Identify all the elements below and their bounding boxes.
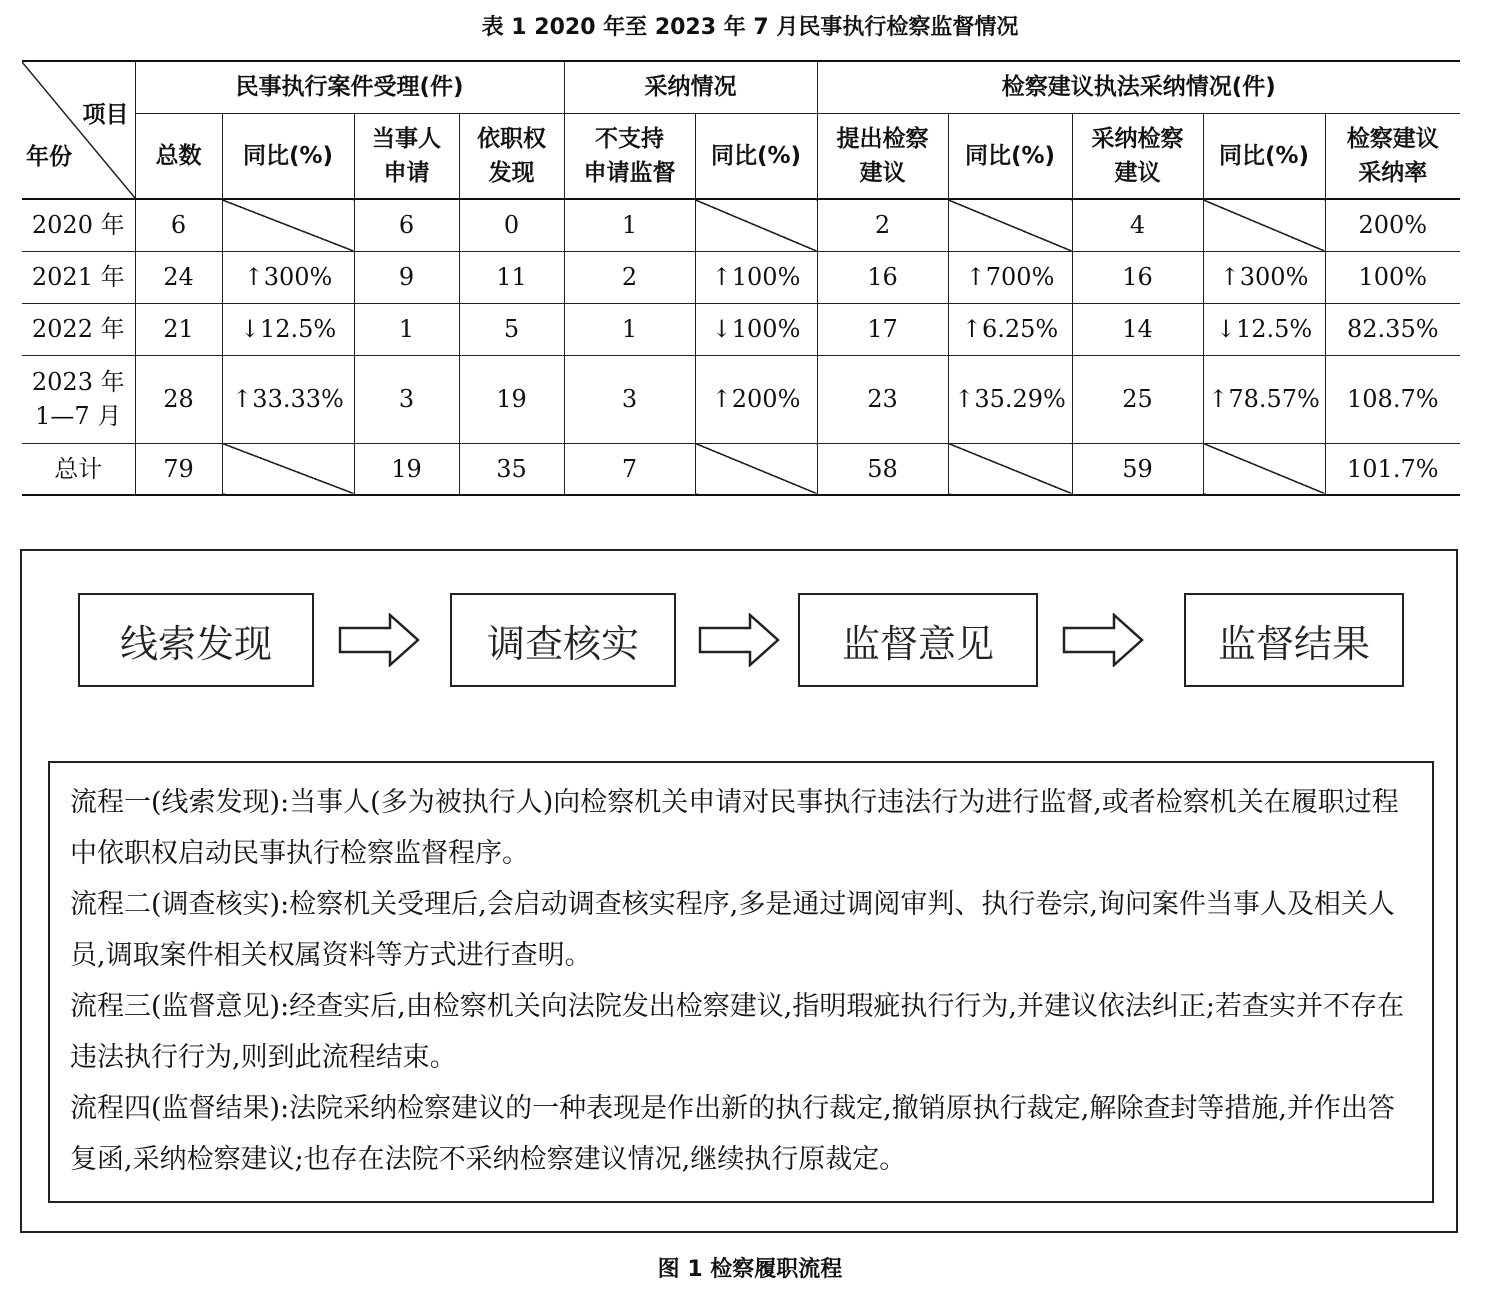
column-header <box>817 113 948 199</box>
table-cell: ↑100% <box>695 251 817 303</box>
column-header <box>1325 113 1460 199</box>
row-year-line: 2021 年 <box>31 263 125 291</box>
column-header <box>1072 113 1203 199</box>
column-header-line: 提出检察 <box>836 125 929 152</box>
column-header-line: 采纳率 <box>1358 159 1428 186</box>
row-year-line: 总计 <box>54 454 103 483</box>
column-header <box>135 113 222 199</box>
table-row <box>22 355 1460 443</box>
flow-arrow-icon <box>338 613 420 667</box>
corner-year-label: 年份 <box>26 144 72 170</box>
table-cell: 35 <box>459 443 564 495</box>
table-cell: 16 <box>1072 251 1203 303</box>
table-cell: 3 <box>564 355 695 443</box>
table-cell: 23 <box>817 355 948 443</box>
table-cell: 2 <box>817 199 948 251</box>
table-cell: 17 <box>817 303 948 355</box>
table-cell: 21 <box>135 303 222 355</box>
column-header-line: 当事人 <box>372 125 441 152</box>
row-year-cell <box>22 251 135 303</box>
table-cell: 25 <box>1072 355 1203 443</box>
flow-step-clue-discovery: 线索发现 <box>78 593 314 687</box>
table-cell: 3 <box>354 355 459 443</box>
table-cell <box>695 443 817 495</box>
table-cell: ↑78.57% <box>1203 355 1325 443</box>
column-header-line: 不支持 <box>595 125 665 152</box>
table-cell: ↑300% <box>1203 251 1325 303</box>
column-header <box>1203 113 1325 199</box>
flow-step-investigation: 调查核实 <box>450 593 676 687</box>
flow-paragraph-4: 流程四(监督结果):法院采纳检察建议的一种表现是作出新的执行裁定,撤销原执行裁定,解除查封等措施,并作出答复函,采纳检察建议;也存在法院不采纳检察建议情况,继续执行原裁定。 <box>70 1093 1395 1175</box>
table-cell: 6 <box>354 199 459 251</box>
table-cell <box>695 199 817 251</box>
table-cell <box>222 443 354 495</box>
column-header-line: 建议 <box>859 159 906 186</box>
column-header <box>222 113 354 199</box>
column-header-line: 依职权 <box>477 125 547 152</box>
figure-caption: 图 1 检察履职流程 <box>657 1257 843 1282</box>
flow-step-supervision-result: 监督结果 <box>1184 593 1404 687</box>
table-cell: 2 <box>564 251 695 303</box>
row-year-cell <box>22 443 135 495</box>
row-year-cell <box>22 199 135 251</box>
table-cell <box>222 199 354 251</box>
table-cell: 6 <box>135 199 222 251</box>
row-year-cell <box>22 303 135 355</box>
table-cell: 28 <box>135 355 222 443</box>
table-cell: ↑200% <box>695 355 817 443</box>
flow-description-box <box>48 761 1434 1203</box>
table-cell: 1 <box>564 199 695 251</box>
table-corner-header <box>22 61 135 199</box>
table-cell: 4 <box>1072 199 1203 251</box>
table-cell: 108.7% <box>1325 355 1460 443</box>
row-year-cell <box>22 355 135 443</box>
table-cell: ↑6.25% <box>948 303 1072 355</box>
table-row <box>22 251 1460 303</box>
row-year-line: 2022 年 <box>31 315 125 343</box>
flow-figure <box>20 549 1458 1233</box>
table-cell: 59 <box>1072 443 1203 495</box>
table-cell: 79 <box>135 443 222 495</box>
column-header <box>695 113 817 199</box>
table-cell: 82.35% <box>1325 303 1460 355</box>
column-header-line: 同比(%) <box>1218 142 1310 169</box>
flow-paragraph-3: 流程三(监督意见):经查实后,由检察机关向法院发出检察建议,指明瑕疵执行行为,并建议依法纠正;若查实并不存在违法执行行为,则到此流程结束。 <box>70 991 1405 1073</box>
table-cell: ↑33.33% <box>222 355 354 443</box>
table-cell: 7 <box>564 443 695 495</box>
row-year-line: 2023 年 <box>31 368 125 396</box>
row-year-line: 1—7 月 <box>35 402 122 430</box>
table-cell: ↓100% <box>695 303 817 355</box>
table-cell: 9 <box>354 251 459 303</box>
table-cell: 0 <box>459 199 564 251</box>
column-header-line: 同比(%) <box>964 142 1056 169</box>
column-header-line: 检察建议 <box>1346 125 1439 152</box>
table-cell <box>948 199 1072 251</box>
table-cell: ↓12.5% <box>1203 303 1325 355</box>
flow-step-supervision-opinion: 监督意见 <box>798 593 1038 687</box>
corner-item-label: 项目 <box>82 102 129 128</box>
flow-arrow-icon <box>698 613 780 667</box>
column-header <box>459 113 564 199</box>
column-header-line: 申请 <box>383 159 430 186</box>
table-cell: 14 <box>1072 303 1203 355</box>
table-cell: 11 <box>459 251 564 303</box>
table-cell: 24 <box>135 251 222 303</box>
group-header-cases: 民事执行案件受理(件) <box>135 61 564 113</box>
column-header <box>354 113 459 199</box>
column-header-line: 发现 <box>488 159 535 186</box>
column-header <box>948 113 1072 199</box>
table-cell <box>1203 199 1325 251</box>
table-title: 表 1 2020 年至 2023 年 7 月民事执行检察监督情况 <box>481 15 1019 40</box>
table-cell: ↑35.29% <box>948 355 1072 443</box>
table-cell: ↑700% <box>948 251 1072 303</box>
flow-paragraph-2: 流程二(调查核实):检察机关受理后,会启动调查核实程序,多是通过调阅审判、执行卷宗,询问案件当事人及相关人员,调取案件相关权属资料等方式进行查明。 <box>70 889 1395 971</box>
table-cell: 16 <box>817 251 948 303</box>
table-cell <box>948 443 1072 495</box>
row-year-line: 2020 年 <box>31 211 125 240</box>
table-cell: 101.7% <box>1325 443 1460 495</box>
table-cell: ↓12.5% <box>222 303 354 355</box>
table-cell: 1 <box>354 303 459 355</box>
group-header-suggestions: 检察建议执法采纳情况(件) <box>817 61 1460 113</box>
table-cell: 5 <box>459 303 564 355</box>
table-cell <box>1203 443 1325 495</box>
column-header <box>564 113 695 199</box>
column-header-line: 同比(%) <box>710 142 802 169</box>
table-cell: 58 <box>817 443 948 495</box>
table-cell: 19 <box>354 443 459 495</box>
table-cell: 100% <box>1325 251 1460 303</box>
column-header-line: 总数 <box>155 142 202 169</box>
column-header-line: 采纳检察 <box>1091 125 1184 152</box>
group-header-adoption: 采纳情况 <box>564 61 817 113</box>
table-cell: ↑300% <box>222 251 354 303</box>
column-header-line: 申请监督 <box>583 159 676 186</box>
table-cell: 200% <box>1325 199 1460 251</box>
table-cell: 1 <box>564 303 695 355</box>
table-cell: 19 <box>459 355 564 443</box>
column-header-line: 同比(%) <box>242 142 334 169</box>
column-header-line: 建议 <box>1114 159 1161 186</box>
supervision-table <box>22 60 1460 496</box>
flow-arrow-icon <box>1062 613 1144 667</box>
flow-paragraph-1: 流程一(线索发现):当事人(多为被执行人)向检察机关申请对民事执行违法行为进行监督,或者检察机关在履职过程中依职权启动民事执行检察监督程序。 <box>70 787 1399 869</box>
table-row <box>22 443 1460 495</box>
table-row <box>22 199 1460 251</box>
table-row <box>22 303 1460 355</box>
